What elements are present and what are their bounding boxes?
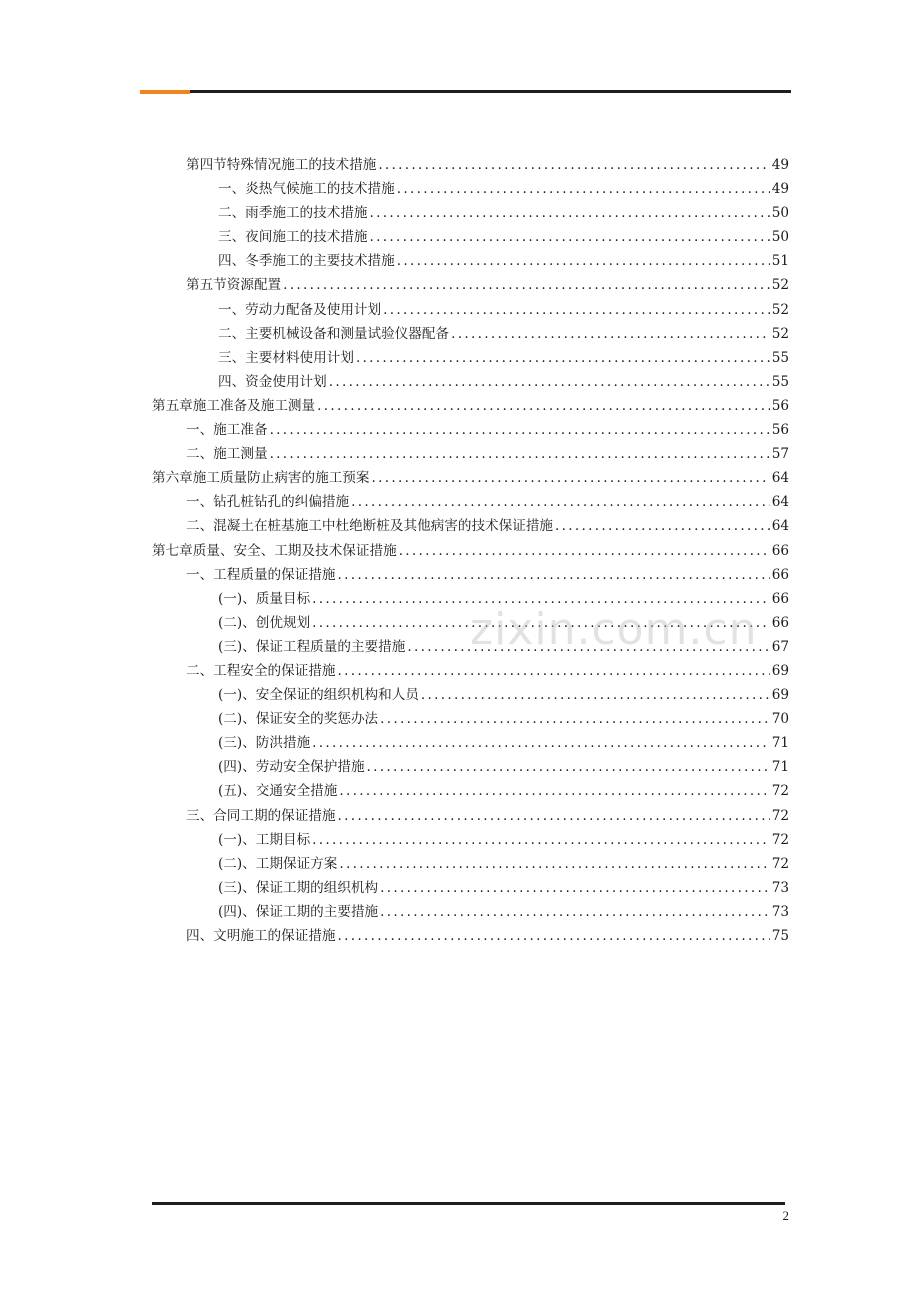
- toc-dot-leader: [270, 418, 770, 442]
- toc-dot-leader: [372, 466, 770, 490]
- toc-dot-leader: [383, 298, 770, 322]
- toc-entry[interactable]: [152, 490, 789, 514]
- toc-entry-title: 三、合同工期的保证措施: [186, 807, 336, 824]
- toc-entry[interactable]: [152, 828, 789, 852]
- toc-entry-title: (四)、劳动安全保护措施: [218, 759, 365, 776]
- toc-dot-leader: [338, 563, 770, 587]
- toc-entry-page: 52: [771, 301, 789, 318]
- toc-entry-page: 55: [771, 349, 789, 366]
- toc-entry-page: 55: [771, 373, 789, 390]
- toc-entry-page: 71: [771, 759, 789, 776]
- toc-dot-leader: [397, 177, 770, 201]
- toc-entry-page: 72: [771, 855, 789, 872]
- toc-entry-title: (三)、保证工程质量的主要措施: [218, 638, 406, 655]
- toc-entry[interactable]: [152, 249, 789, 273]
- toc-entry-title: (二)、创优规划: [218, 614, 311, 631]
- page-number: 2: [782, 1208, 789, 1223]
- toc-entry-page: 69: [771, 687, 789, 704]
- toc-entry[interactable]: [152, 731, 789, 755]
- toc-entry-title: 二、混凝土在桩基施工中杜绝断桩及其他病害的技术保证措施: [186, 518, 554, 535]
- toc-entry-title: 一、钻孔桩钻孔的纠偏措施: [186, 494, 350, 511]
- toc-dot-leader: [338, 924, 770, 948]
- toc-entry-page: 72: [771, 807, 789, 824]
- toc-entry[interactable]: [152, 755, 789, 779]
- toc-entry[interactable]: [152, 370, 789, 394]
- toc-dot-leader: [270, 442, 770, 466]
- toc-entry-title: 一、工程质量的保证措施: [186, 566, 336, 583]
- footer-rule: [152, 1202, 785, 1205]
- toc-entry[interactable]: [152, 659, 789, 683]
- toc-entry[interactable]: [152, 394, 789, 418]
- toc-dot-leader: [283, 273, 770, 297]
- toc-entry[interactable]: [152, 225, 789, 249]
- toc-entry-page: 71: [771, 735, 789, 752]
- toc-entry-page: 49: [771, 181, 789, 198]
- toc-entry[interactable]: [152, 876, 789, 900]
- header-rule: [190, 90, 791, 93]
- toc-dot-leader: [397, 249, 770, 273]
- toc-entry-title: (三)、保证工期的组织机构: [218, 879, 379, 896]
- toc-entry-page: 64: [771, 494, 789, 511]
- header-accent-rule: [140, 90, 190, 94]
- toc-entry[interactable]: [152, 177, 789, 201]
- toc-entry-title: (一)、工期目标: [218, 831, 311, 848]
- toc-entry-title: 三、主要材料使用计划: [218, 349, 354, 366]
- toc-dot-leader: [370, 201, 770, 225]
- toc-entry[interactable]: [152, 201, 789, 225]
- toc-entry[interactable]: [152, 322, 789, 346]
- toc-entry-page: 75: [771, 928, 789, 944]
- toc-entry[interactable]: [152, 779, 789, 803]
- toc-entry[interactable]: [152, 153, 789, 177]
- toc-entry[interactable]: [152, 635, 789, 659]
- toc-dot-leader: [367, 755, 770, 779]
- toc-dot-leader: [338, 804, 770, 828]
- toc-dot-leader: [356, 346, 770, 370]
- toc-entry-title: 四、资金使用计划: [218, 373, 327, 390]
- toc-dot-leader: [555, 514, 770, 538]
- toc-dot-leader: [312, 611, 770, 635]
- toc-entry[interactable]: [152, 273, 789, 297]
- toc-entry-title: 第四节特殊情况施工的技术措施: [186, 157, 377, 173]
- toc-dot-leader: [317, 394, 770, 418]
- toc-entry-title: (五)、交通安全措施: [218, 783, 338, 800]
- toc-entry-page: 50: [771, 205, 789, 222]
- toc-entry[interactable]: [152, 852, 789, 876]
- toc-entry-page: 57: [771, 446, 789, 463]
- toc-entry-title: 二、主要机械设备和测量试验仪器配备: [218, 325, 450, 342]
- toc-entry-title: (一)、安全保证的组织机构和人员: [218, 687, 419, 704]
- toc-entry-title: 二、施工测量: [186, 446, 268, 463]
- toc-dot-leader: [421, 683, 770, 707]
- toc-entry[interactable]: [152, 418, 789, 442]
- toc-entry-page: 64: [771, 518, 789, 535]
- toc-dot-leader: [380, 876, 770, 900]
- watermark: zixin.com.cn: [470, 604, 758, 655]
- toc-entry[interactable]: [152, 804, 789, 828]
- toc-entry-page: 51: [771, 253, 789, 270]
- toc-entry[interactable]: [152, 683, 789, 707]
- toc-entry-page: 69: [771, 662, 789, 679]
- toc-entry-page: 50: [771, 229, 789, 246]
- toc-entry-page: 72: [771, 783, 789, 800]
- toc-entry-title: 三、夜间施工的技术措施: [218, 229, 368, 246]
- toc-entry-title: (二)、保证安全的奖惩办法: [218, 711, 379, 728]
- toc-dot-leader: [339, 852, 769, 876]
- toc-entry[interactable]: [152, 587, 789, 611]
- toc-entry-title: 四、文明施工的保证措施: [186, 928, 336, 944]
- toc-dot-leader: [312, 731, 770, 755]
- toc-entry-title: 第五章施工准备及施工测量: [152, 397, 316, 414]
- toc-entry-title: 一、炎热气候施工的技术措施: [218, 181, 395, 198]
- toc-entry-page: 64: [771, 470, 789, 487]
- toc-entry-title: (三)、防洪措施: [218, 735, 311, 752]
- toc-entry-title: 四、冬季施工的主要技术措施: [218, 253, 395, 270]
- toc-dot-leader: [351, 490, 770, 514]
- toc-dot-leader: [338, 659, 770, 683]
- toc-entry[interactable]: [152, 442, 789, 466]
- toc-entry-page: 66: [771, 542, 789, 559]
- toc-entry-title: 二、雨季施工的技术措施: [218, 205, 368, 222]
- toc-entry-title: (四)、保证工期的主要措施: [218, 903, 379, 920]
- toc-dot-leader: [312, 828, 770, 852]
- toc-entry-page: 66: [771, 590, 789, 607]
- toc-dot-leader: [378, 153, 769, 177]
- toc-entry-page: 72: [771, 831, 789, 848]
- toc-dot-leader: [370, 225, 770, 249]
- toc-entry-title: 二、工程安全的保证措施: [186, 662, 336, 679]
- toc-entry-page: 70: [771, 711, 789, 728]
- toc-entry-title: 一、劳动力配备及使用计划: [218, 301, 382, 318]
- toc-dot-leader: [380, 707, 770, 731]
- toc-entry[interactable]: [152, 563, 789, 587]
- toc-entry[interactable]: [152, 466, 789, 490]
- toc-entry-page: 52: [771, 277, 789, 294]
- toc-dot-leader: [407, 635, 769, 659]
- toc-entry-title: 第六章施工质量防止病害的施工预案: [152, 470, 370, 487]
- toc-entry[interactable]: [152, 707, 789, 731]
- table-of-contents: [152, 153, 789, 948]
- toc-entry[interactable]: [152, 346, 789, 370]
- toc-dot-leader: [399, 539, 770, 563]
- toc-entry-page: 66: [771, 566, 789, 583]
- toc-entry[interactable]: [152, 298, 789, 322]
- toc-dot-leader: [451, 322, 770, 346]
- toc-entry[interactable]: [152, 539, 789, 563]
- toc-entry-page: 52: [771, 325, 789, 342]
- toc-entry[interactable]: [152, 611, 789, 635]
- toc-entry-page: 73: [771, 903, 789, 920]
- toc-entry-page: 56: [771, 397, 789, 414]
- toc-entry[interactable]: [152, 514, 789, 538]
- toc-entry-page: 56: [771, 422, 789, 439]
- toc-entry-page: 73: [771, 879, 789, 896]
- toc-entry[interactable]: [152, 900, 789, 924]
- toc-entry-title: (二)、工期保证方案: [218, 855, 338, 872]
- toc-dot-leader: [339, 779, 769, 803]
- toc-entry-page: 49: [771, 157, 789, 173]
- toc-entry-title: (一)、质量目标: [218, 590, 311, 607]
- toc-dot-leader: [312, 587, 770, 611]
- toc-entry[interactable]: [152, 924, 789, 948]
- toc-entry-page: 66: [771, 614, 789, 631]
- toc-entry-title: 第七章质量、安全、工期及技术保证措施: [152, 542, 397, 559]
- toc-dot-leader: [329, 370, 770, 394]
- toc-entry-title: 第五节资源配置: [186, 277, 282, 294]
- toc-entry-title: 一、施工准备: [186, 422, 268, 439]
- toc-entry-page: 67: [771, 638, 789, 655]
- toc-dot-leader: [380, 900, 770, 924]
